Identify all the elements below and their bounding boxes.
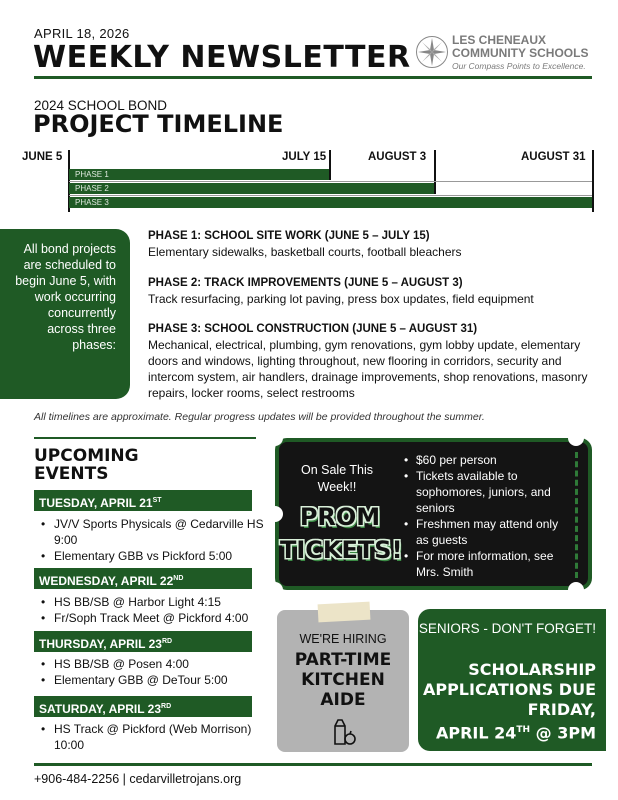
event-day-suffix: RD — [161, 638, 173, 645]
prom-word: PROM — [299, 503, 381, 531]
events-title-line2: EVENTS — [34, 464, 109, 484]
tick-label-august3: AUGUST 3 — [368, 151, 427, 163]
newsletter-date: APRIL 18, 2026 — [34, 26, 130, 41]
event-item: • JV/V Sports Physicals @ Cedarville HS 9:00 — [38, 516, 268, 548]
phase-3-heading: PHASE 3: SCHOOL CONSTRUCTION (JUNE 5 – AUGUST 31) — [148, 323, 478, 335]
event-item: • HS Track @ Pickford (Web Morrison) 10:00 — [38, 721, 268, 753]
tickets-word: TICKETS! — [280, 536, 403, 564]
event-list-saturday — [38, 721, 268, 753]
event-item: • Elementary GBB @ DeTour 5:00 — [38, 672, 268, 688]
event-day-label: SATURDAY, APRIL 23 — [39, 702, 162, 716]
phase-2-bar: PHASE 2 — [69, 183, 434, 194]
event-item: • Fr/Soph Track Meet @ Pickford 4:00 — [38, 610, 268, 626]
phase-2-description: Track resurfacing, parking lot paving, press box updates, field equipment — [148, 292, 534, 306]
event-day-tuesday — [34, 490, 252, 511]
phase-2-details — [148, 277, 603, 307]
school-tagline: Our Compass Points to Excellence. — [452, 61, 586, 71]
newsletter-title: WEEKLY NEWSLETTER — [33, 40, 411, 75]
event-day-label: THURSDAY, APRIL 23 — [39, 637, 162, 651]
seniors-subtitle: SENIORS - DON'T FORGET! — [418, 621, 596, 636]
events-rule — [34, 437, 256, 439]
seniors-time: @ 3PM — [530, 723, 596, 743]
prom-detail: • $60 per person — [402, 452, 572, 468]
event-day-suffix: RD — [161, 703, 172, 710]
seniors-due-date — [418, 720, 596, 743]
timeline-gridline — [69, 195, 592, 196]
phase-2-heading: PHASE 2: TRACK IMPROVEMENTS (JUNE 5 – AUGUST 3) — [148, 277, 463, 289]
event-day-wednesday — [34, 568, 252, 589]
ticket-notch — [267, 582, 283, 598]
school-name-line1: LES CHENEAUX — [452, 33, 547, 47]
phase-1-heading: PHASE 1: SCHOOL SITE WORK (JUNE 5 – JULY 15) — [148, 230, 430, 242]
tape-decoration — [318, 602, 371, 623]
prom-detail: • Freshmen may attend only as guests — [402, 516, 572, 548]
prom-detail: • For more information, see Mrs. Smith — [402, 548, 572, 580]
phase-3-details — [148, 323, 603, 401]
event-day-label: TUESDAY, APRIL 21 — [39, 496, 153, 510]
events-title — [34, 447, 139, 483]
tick-label-june5: JUNE 5 — [22, 151, 63, 163]
ticket-notch — [267, 430, 283, 446]
ticket-notch — [568, 582, 584, 598]
bond-title: PROJECT TIMELINE — [33, 110, 284, 138]
event-item: • Elementary GBB vs Pickford 5:00 — [38, 548, 268, 564]
prom-detail: • Tickets available to sophomores, juniors, and seniors — [402, 468, 572, 516]
event-item: • HS BB/SB @ Harbor Light 4:15 — [38, 594, 268, 610]
prom-on-sale: On Sale This Week!! — [300, 463, 374, 494]
hiring-title: PART-TIME KITCHEN AIDE — [294, 650, 392, 710]
phase-1-description: Elementary sidewalks, basketball courts, football bleachers — [148, 245, 462, 259]
tick-label-july15: JULY 15 — [282, 151, 327, 163]
tick-mark-august3 — [434, 150, 436, 194]
phase-1-details — [148, 230, 603, 260]
timeline-note: All timelines are approximate. Regular progress updates will be provided throughout the summer. — [34, 411, 485, 423]
seniors-date-suffix: TH — [516, 725, 531, 735]
school-name — [452, 34, 588, 60]
compass-rose-icon — [416, 36, 448, 68]
header-rule — [34, 76, 592, 79]
prom-details-list — [402, 452, 572, 580]
ticket-notch — [568, 430, 584, 446]
phase-3-description: Mechanical, electrical, plumbing, gym renovations, gym lobby update, elementary doors and windows, lighting throughout, new flooring in corridors, security and intercom system, air handlers, drainage improvements, shop renovations, masonry repairs, locker rooms, select restrooms — [148, 338, 588, 400]
hiring-subtitle: WE'RE HIRING — [299, 632, 387, 646]
ticket-perforation — [575, 452, 578, 578]
event-list-thursday — [38, 656, 268, 688]
event-item: • HS BB/SB @ Posen 4:00 — [38, 656, 268, 672]
timeline-gridline — [69, 181, 592, 182]
footer-contact: +906-484-2256 | cedarvilletrojans.org — [34, 772, 242, 786]
phase-3-bar: PHASE 3 — [69, 197, 592, 208]
school-name-line2: COMMUNITY SCHOOLS — [452, 46, 589, 60]
event-day-saturday — [34, 696, 252, 717]
footer-rule — [34, 763, 592, 766]
event-day-suffix: ST — [152, 497, 162, 504]
tick-label-august31: AUGUST 31 — [521, 151, 586, 163]
seniors-date: APRIL 24 — [435, 723, 517, 743]
event-list-wednesday — [38, 594, 268, 626]
event-day-label: WEDNESDAY, APRIL 22 — [39, 574, 174, 588]
event-day-thursday — [34, 631, 252, 652]
seniors-title — [418, 660, 596, 743]
phase-1-bar: PHASE 1 — [69, 169, 329, 180]
event-list-tuesday — [38, 516, 268, 564]
tick-mark-august31 — [592, 150, 594, 212]
milk-carton-apple-icon — [326, 714, 360, 748]
bond-side-note: All bond projects are scheduled to begin June 5, with work occurring concurrently across three phases: — [0, 229, 130, 399]
tick-mark-july15 — [329, 150, 331, 180]
seniors-title-main: SCHOLARSHIP APPLICATIONS DUE FRIDAY, — [422, 660, 596, 719]
event-day-suffix: ND — [173, 575, 184, 582]
bond-subtitle: 2024 SCHOOL BOND — [34, 98, 168, 113]
events-title-line1: UPCOMING — [34, 446, 139, 466]
